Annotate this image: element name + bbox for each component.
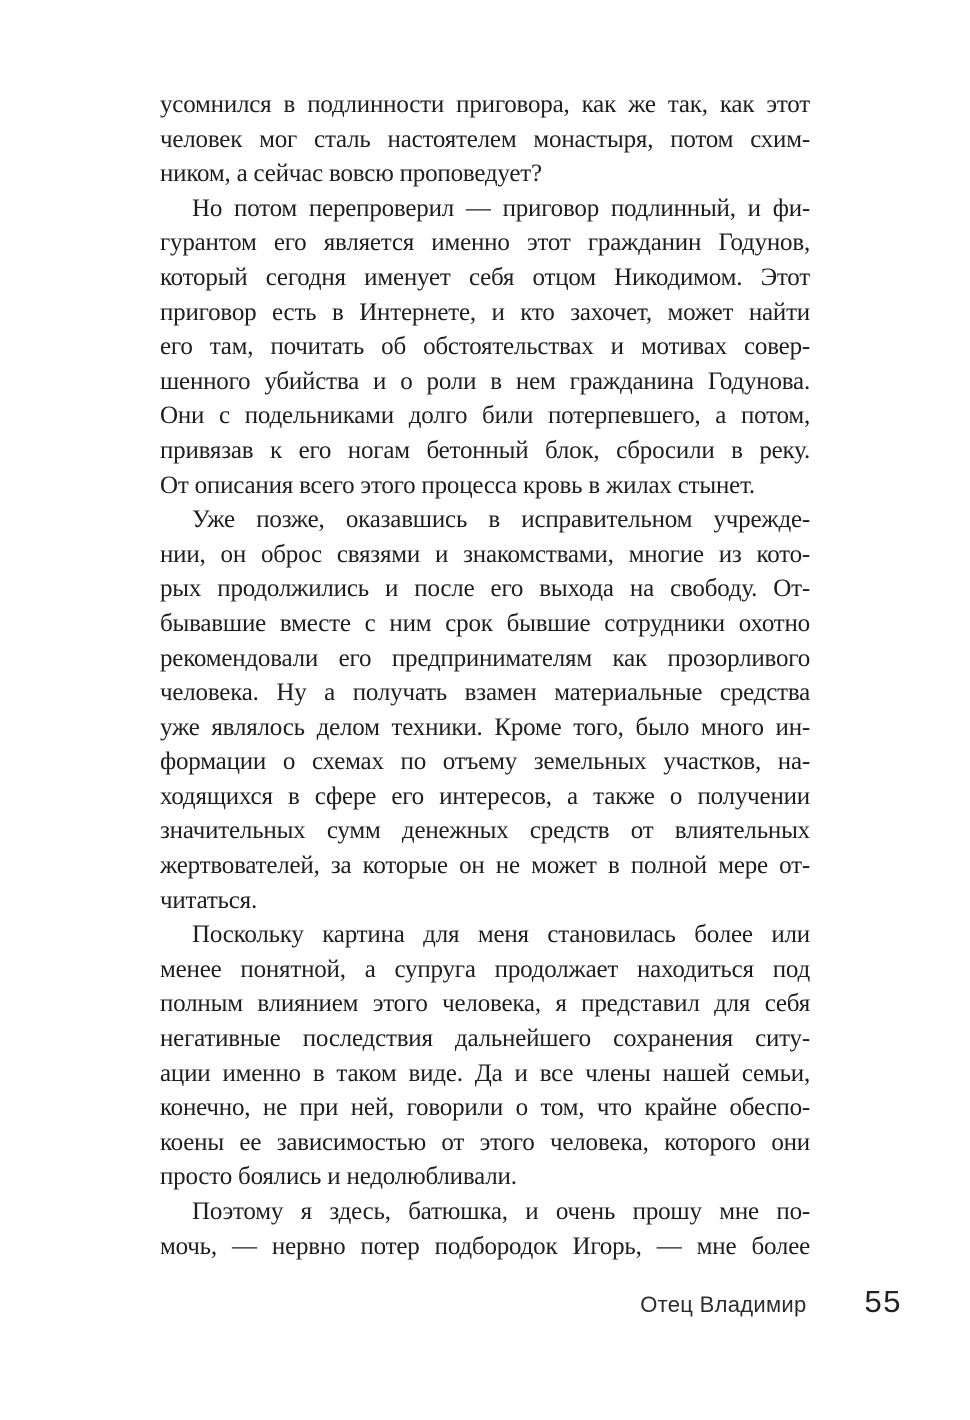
text-line: менее понятной, а супруга продолжает находиться под — [160, 955, 810, 983]
text-line: нии, он оброс связями и знакомствами, многие из кото- — [160, 540, 810, 568]
text-line: Но потом перепроверил — приговор подлинный, и фи- — [192, 194, 810, 222]
text-line: его там, почитать об обстоятельствах и мотивах совер- — [160, 333, 810, 361]
text-line: привязав к его ногам бетонный блок, сбросили в реку. — [160, 436, 810, 464]
running-title: Отец Владимир — [640, 1292, 807, 1317]
text-line: усомнился в подлинности приговора, как же так, как этот — [160, 91, 810, 118]
text-line: рых продолжились и после его выхода на свободу. От- — [160, 575, 810, 603]
paragraph — [160, 503, 810, 918]
text-line: От описания всего этого процесса кровь в жилах стынет. — [160, 471, 755, 499]
paragraph — [160, 918, 810, 1195]
page-footer — [160, 1284, 902, 1320]
paragraph — [160, 1195, 810, 1264]
text-line: конечно, не при ней, говорили о том, что крайне обеспо- — [160, 1094, 810, 1122]
page-number: 55 — [864, 1284, 902, 1319]
text-line: значительных сумм денежных средств от влиятельных — [160, 817, 810, 845]
text-line: который сегодня именует себя отцом Никодимом. Этот — [160, 263, 810, 291]
text-line: Поскольку картина для меня становилась более или — [192, 921, 810, 949]
text-line: полным влиянием этого человека, я представил для себя — [160, 990, 810, 1018]
text-line: мочь, — нервно потер подбородок Игорь, — мне более — [160, 1232, 810, 1260]
text-line: гурантом его является именно этот гражданин Годунов, — [160, 229, 810, 257]
paragraph — [160, 88, 810, 192]
text-line: просто боялись и недолюбливали. — [160, 1163, 517, 1191]
text-line: человека. Ну а получать взамен материальные средства — [160, 679, 810, 707]
text-line: жертвователей, за которые он не может в полной мере от- — [160, 852, 810, 880]
text-line: негативные последствия дальнейшего сохранения ситу- — [160, 1025, 810, 1053]
text-line: ником, а сейчас вовсю проповедует? — [160, 160, 542, 188]
text-line: коены ее зависимостью от этого человека, которого они — [160, 1128, 810, 1156]
text-line: ходящихся в сфере его интересов, а также о получении — [160, 782, 810, 810]
body-text — [160, 88, 810, 1264]
text-line: Они с подельниками долго били потерпевшего, а потом, — [160, 402, 810, 430]
text-line: ации именно в таком виде. Да и все члены нашей семьи, — [160, 1059, 810, 1087]
text-line: человек мог сталь настоятелем монастыря, потом схим- — [160, 125, 810, 153]
text-line: Уже позже, оказавшись в исправительном учрежде- — [192, 506, 810, 534]
text-line: бывавшие вместе с ним срок бывшие сотрудники охотно — [160, 609, 810, 637]
text-line: формации о схемах по отъему земельных участков, на- — [160, 748, 810, 776]
paragraph — [160, 192, 810, 503]
text-line: Поэтому я здесь, батюшка, и очень прошу мне по- — [192, 1198, 810, 1225]
text-line: уже являлось делом техники. Кроме того, было много ин- — [160, 713, 810, 741]
text-line: шенного убийства и о роли в нем гражданина Годунова. — [160, 367, 810, 395]
text-line: приговор есть в Интернете, и кто захочет, может найти — [160, 298, 810, 326]
text-line: рекомендовали его предпринимателям как прозорливого — [160, 644, 810, 672]
text-line: читаться. — [160, 886, 258, 914]
